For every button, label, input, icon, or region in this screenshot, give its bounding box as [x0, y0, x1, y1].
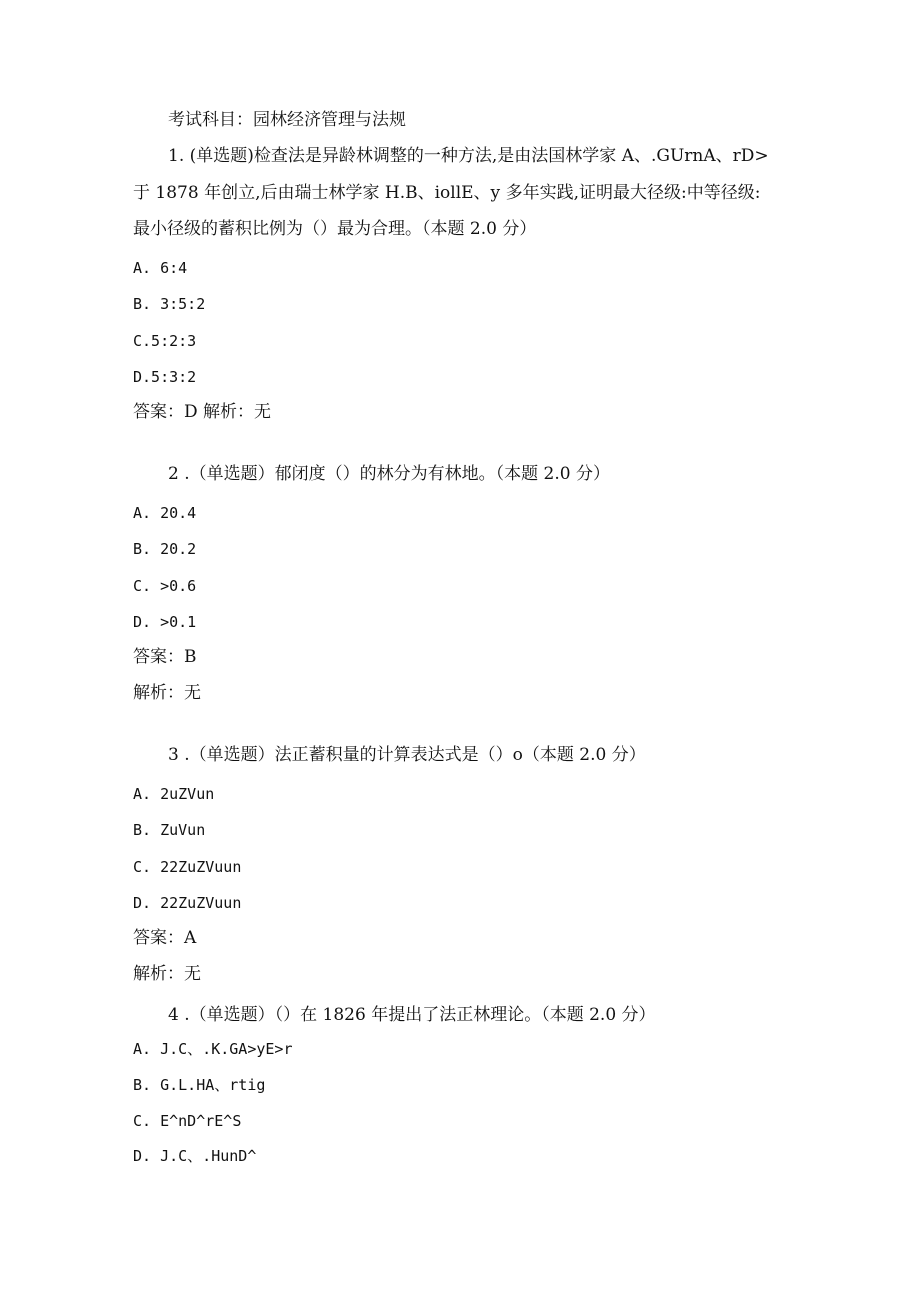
- question-4-option-b: B. G.L.HA、rtig: [133, 1076, 266, 1094]
- question-3-option-d: D. 22ZuZVuun: [133, 894, 242, 912]
- question-4-stem: 4 .（单选题）（）在 1826 年提出了法正林理论。（本题 2.0 分）: [168, 1005, 656, 1025]
- question-4-option-d: D. J.C、.HunD^: [133, 1147, 257, 1165]
- question-2-option-a: A. 20.4: [133, 504, 197, 522]
- question-1-option-c: C.5:2:3: [133, 332, 197, 350]
- question-2-option-b: B. 20.2: [133, 540, 197, 558]
- question-4-option-a: A. J.C、.K.GA>yE>r: [133, 1040, 293, 1058]
- question-1-answer: 答案：D 解析：无: [133, 402, 272, 422]
- question-3-option-c: C. 22ZuZVuun: [133, 858, 242, 876]
- question-1-stem-line-1: 1. (单选题)检查法是异龄林调整的一种方法,是由法国林学家 A、.GUrnA、rD>: [168, 146, 769, 166]
- question-1-option-d: D.5:3:2: [133, 368, 197, 386]
- question-4-option-c: C. E^nD^rE^S: [133, 1112, 242, 1130]
- question-2-answer: 答案：B: [133, 647, 197, 667]
- question-3-option-b: B. ZuVun: [133, 821, 206, 839]
- question-3-option-a: A. 2uZVun: [133, 785, 215, 803]
- question-2-option-c: C. >0.6: [133, 577, 197, 595]
- question-3-answer: 答案：A: [133, 928, 197, 948]
- exam-subject: 考试科目：园林经济管理与法规: [168, 110, 406, 130]
- question-2-analysis: 解析：无: [133, 683, 201, 703]
- question-1-option-b: B. 3:5:2: [133, 295, 206, 313]
- question-2-stem: 2 .（单选题）郁闭度（）的林分为有林地。（本题 2.0 分）: [168, 464, 610, 484]
- question-2-option-d: D. >0.1: [133, 613, 197, 631]
- question-3-analysis: 解析：无: [133, 964, 201, 984]
- question-1-stem-line-2: 于 1878 年创立,后由瑞士林学家 H.B、iollE、y 多年实践,证明最大径级:中等径级:: [133, 183, 761, 203]
- question-1-option-a: A. 6:4: [133, 259, 188, 277]
- question-3-stem: 3 .（单选题）法正蓄积量的计算表达式是（）o（本题 2.0 分）: [168, 745, 646, 765]
- question-1-stem-line-3: 最小径级的蓄积比例为（）最为合理。（本题 2.0 分）: [133, 219, 537, 239]
